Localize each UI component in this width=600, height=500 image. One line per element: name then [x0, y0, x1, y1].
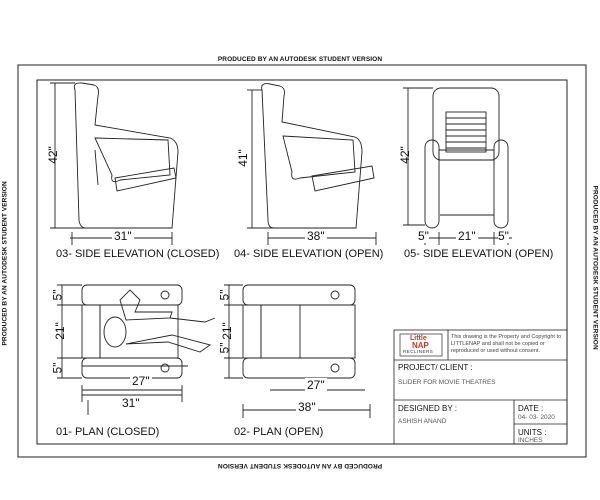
- dim-plan-closed-mid: 21": [52, 322, 67, 340]
- watermark-left: PRODUCED BY AN AUTODESK STUDENT VERSION: [1, 181, 9, 346]
- designed-value: ASHISH ANAND: [398, 418, 447, 425]
- logo-little: Little: [410, 335, 427, 342]
- logo-sub: RECLINERS: [403, 349, 434, 354]
- logo: [401, 335, 441, 355]
- designed-label: DESIGNED BY :: [398, 404, 457, 413]
- project-value: SLIDER FOR MOVIE THEATRES: [398, 379, 496, 386]
- dim-plan-open-mid: 21": [219, 322, 234, 340]
- units-label: UNITS :: [518, 428, 547, 437]
- outer-frame: [18, 65, 586, 457]
- side-open-drawing: [247, 84, 376, 245]
- date-label: DATE :: [518, 404, 544, 413]
- date-value: 04- 03- 2020: [518, 414, 555, 421]
- label-front-open: 05- SIDE ELEVATION (OPEN): [404, 248, 554, 260]
- label-plan-closed: 01- PLAN (CLOSED): [56, 426, 160, 438]
- dim-side-open-width: 38": [307, 229, 325, 243]
- disclaimer-line-1: This drawing is the Property and Copyright to: [451, 334, 562, 340]
- dim-plan-open-outer: 38": [298, 400, 316, 414]
- dim-plan-closed-top: 5": [50, 289, 65, 301]
- watermark-bottom: PRODUCED BY AN AUTODESK STUDENT VERSION: [217, 462, 383, 469]
- dim-front-arm-left: 5": [418, 229, 429, 243]
- project-label: PROJECT/ CLIENT :: [398, 363, 473, 372]
- dim-front-arm-right: 5": [498, 229, 509, 243]
- label-plan-open: 02- PLAN (OPEN): [234, 426, 324, 438]
- logo-nap: NAP: [412, 341, 429, 350]
- label-side-open: 04- SIDE ELEVATION (OPEN): [234, 248, 384, 260]
- front-open-drawing: [403, 88, 512, 245]
- plan-open-drawing: [224, 285, 370, 418]
- watermark-right: PRODUCED BY AN AUTODESK STUDENT VERSION: [591, 185, 599, 350]
- dim-front-seat: 21": [458, 229, 476, 243]
- inner-border: [37, 80, 567, 444]
- disclaimer-line-2: LITTLENAP and shall not be copied or: [451, 341, 545, 347]
- dim-front-height: 42": [397, 146, 412, 164]
- label-side-closed: 03- SIDE ELEVATION (CLOSED): [56, 248, 220, 260]
- units-value: INCHES: [518, 437, 543, 444]
- dim-side-closed-height: 42": [45, 146, 60, 164]
- dim-side-closed-width: 31": [114, 229, 132, 243]
- watermark-top: PRODUCED BY AN AUTODESK STUDENT VERSION: [217, 56, 383, 63]
- dim-plan-open-top: 5": [217, 289, 232, 301]
- dim-plan-closed-inner: 27": [132, 374, 150, 388]
- side-closed-drawing: [50, 83, 178, 245]
- dim-plan-open-bot: 5": [217, 342, 232, 354]
- dim-side-open-height: 41": [235, 149, 250, 167]
- dim-plan-closed-outer: 31": [122, 396, 140, 410]
- disclaimer-line-3: reproduced or used without consent.: [451, 348, 540, 354]
- dim-plan-closed-bot: 5": [50, 362, 65, 374]
- dim-plan-open-inner: 27": [307, 378, 325, 392]
